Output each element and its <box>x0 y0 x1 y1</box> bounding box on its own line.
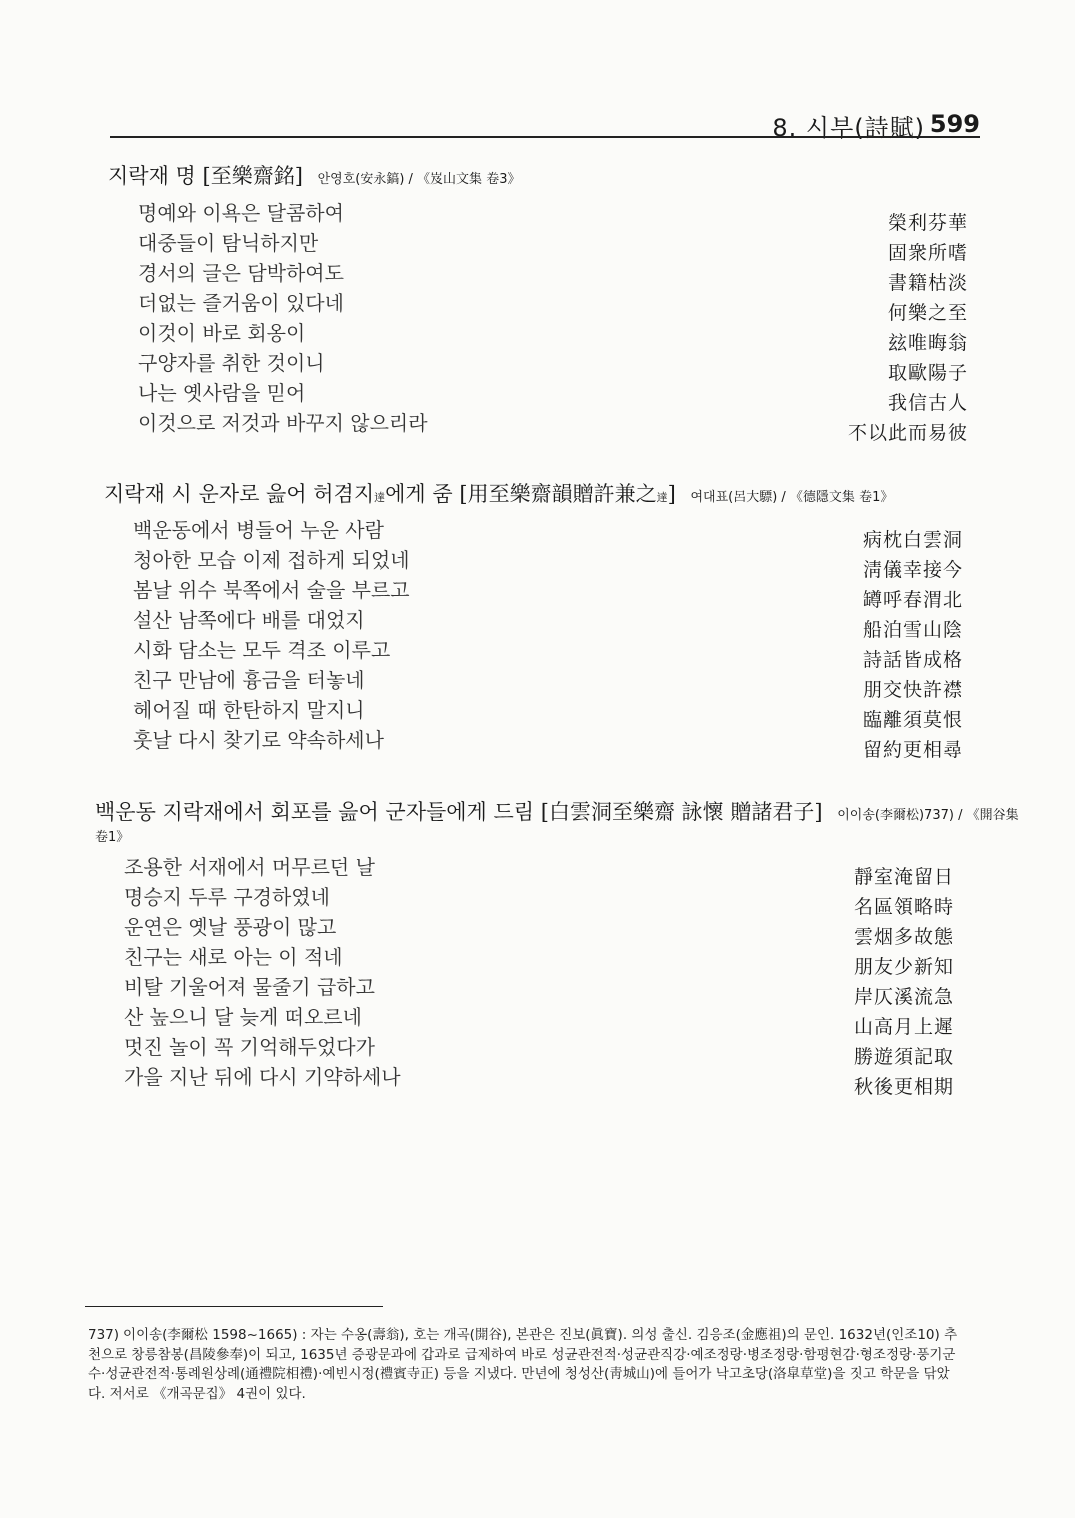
page-header <box>0 108 1075 142</box>
hanja-line: 臨離須莫恨 <box>862 709 963 731</box>
korean-line: 운연은 옛날 풍광이 많고 <box>124 915 337 939</box>
korean-line: 친구 만남에 흉금을 터놓네 <box>133 668 365 692</box>
footnote-rule <box>85 1306 383 1307</box>
korean-line: 구양자를 취한 것이니 <box>138 351 325 375</box>
korean-line: 헤어질 때 한탄하지 말지니 <box>133 698 365 722</box>
korean-line: 명승지 두루 구경하였네 <box>124 885 330 909</box>
section-3 <box>95 796 1019 845</box>
section-2-title-korean-end: 에게 줌 <box>385 482 453 506</box>
korean-line: 산 높으니 달 늦게 떠오르네 <box>124 1005 362 1029</box>
hanja-line: 山高月上遲 <box>853 1016 954 1038</box>
hanja-line: 名區領略時 <box>853 896 954 918</box>
korean-line: 이것으로 저것과 바꾸지 않으리라 <box>138 411 428 435</box>
footnote-number: 737) <box>88 1327 120 1343</box>
hanja-line: 留約更相尋 <box>862 739 963 761</box>
hanja-line: 榮利芬華 <box>887 212 968 234</box>
korean-line: 조용한 서재에서 머무르던 날 <box>124 855 375 879</box>
hanja-line: 船泊雪山陰 <box>862 619 963 641</box>
section-2-title-sub: 達 <box>374 491 386 504</box>
section-2-korean-lines <box>133 515 410 755</box>
section-2-hanja-lines <box>863 525 963 765</box>
section-3-title-korean: 백운동 지락재에서 회포를 읊어 군자들에게 드림 <box>95 800 535 824</box>
page-number: 599 <box>929 110 980 138</box>
hanja-line: 秋後更相期 <box>853 1076 954 1098</box>
hanja-line: 朋交快許襟 <box>862 679 963 701</box>
section-2-title <box>104 478 974 508</box>
hanja-line: 淸儀幸接今 <box>862 559 963 581</box>
korean-line: 명예와 이욕은 달콤하여 <box>138 201 344 225</box>
hanja-line: 詩話皆成格 <box>862 649 963 671</box>
korean-line: 이것이 바로 회옹이 <box>138 321 306 345</box>
section-2-title-hanja: [用至樂齋韻贈許兼之 <box>459 482 657 506</box>
korean-line: 청아한 모습 이제 접하게 되었네 <box>133 548 410 572</box>
korean-line: 경서의 글은 담박하여도 <box>138 261 344 285</box>
hanja-line: 病枕白雲洞 <box>862 529 963 551</box>
hanja-line: 固衆所嗜 <box>887 242 968 264</box>
korean-line: 비탈 기울어져 물줄기 급하고 <box>124 975 375 999</box>
hanja-line: 雲烟多故態 <box>853 926 954 948</box>
korean-line: 더없는 즐거움이 있다네 <box>138 291 344 315</box>
hanja-line: 岸仄溪流急 <box>853 986 954 1008</box>
korean-line: 훗날 다시 찾기로 약속하세나 <box>133 728 384 752</box>
chapter-title: 8. 시부(詩賦) <box>772 114 925 142</box>
section-1-author: 안영호(安永鎬) / 《岌山文集 卷3》 <box>317 172 521 187</box>
hanja-line: 罇呼春渭北 <box>862 589 963 611</box>
section-3-author-continued: 卷1》 <box>95 830 130 845</box>
section-1-title-hanja: [至樂齋銘] <box>202 164 303 188</box>
section-1-title <box>108 160 978 190</box>
section-3-title <box>95 796 1019 826</box>
hanja-line: 不以此而易彼 <box>847 422 968 444</box>
section-1-korean-lines <box>138 198 428 438</box>
hanja-line: 書籍枯淡 <box>887 272 968 294</box>
section-2-title-hanja-sub: 達 <box>656 491 668 504</box>
korean-line: 나는 옛사람을 믿어 <box>138 381 306 405</box>
hanja-line: 朋友少新知 <box>853 956 954 978</box>
section-3-hanja-lines <box>854 862 954 1102</box>
section-1 <box>108 160 978 190</box>
hanja-line: 取歐陽子 <box>887 362 968 384</box>
section-3-korean-lines <box>124 852 401 1092</box>
header-rule <box>110 136 980 138</box>
hanja-line: 勝遊須記取 <box>853 1046 954 1068</box>
section-2-author: 여대표(呂大驃) / 《德隱文集 卷1》 <box>690 490 894 505</box>
section-1-title-korean: 지락재 명 <box>108 164 196 188</box>
hanja-line: 玆唯晦翁 <box>887 332 968 354</box>
korean-line: 멋진 놀이 꼭 기억해두었다가 <box>124 1035 375 1059</box>
korean-line: 봄날 위수 북쪽에서 술을 부르고 <box>133 578 410 602</box>
korean-line: 가을 지난 뒤에 다시 기약하세나 <box>124 1065 401 1089</box>
korean-line: 시화 담소는 모두 격조 이루고 <box>133 638 391 662</box>
korean-line: 설산 남쪽에다 배를 대었지 <box>133 608 365 632</box>
hanja-line: 靜室淹留日 <box>853 866 954 888</box>
footnote <box>88 1326 958 1404</box>
section-2-title-hanja-end: ] <box>667 482 676 506</box>
korean-line: 친구는 새로 아는 이 적네 <box>124 945 343 969</box>
hanja-line: 何樂之至 <box>887 302 968 324</box>
section-2-title-korean: 지락재 시 운자로 읊어 허겸지 <box>104 482 375 506</box>
footnote-text: 이이송(李爾松 1598~1665) : 자는 수옹(壽翁), 호는 개곡(開谷), 본관은 진보(眞寶). 의성 출신. 김응조(金應祖)의 문인. 1632년(인조10) 추천으로 창릉참봉(昌陵參奉)이 되고, 1635년 증광문과에 갑과로 급제하여 바로 성균관전적·성균관직강·예조정랑·병조정랑·함평현감·형조정랑·풍기군수·성균관전적·통례원상례(通禮院相禮)·예빈시정(禮賓寺正) 등을 지냈다. 만년에 청성산(靑城山)에 들어가 낙고초당(洛皐草堂)을 짓고 학문을 닦았다. 저서로 《개곡문집》 4권이 있다. <box>88 1327 958 1402</box>
section-2 <box>104 478 974 508</box>
korean-line: 백운동에서 병들어 누운 사람 <box>133 518 384 542</box>
section-3-author: 이이송(李爾松)737) / 《開谷集 <box>837 808 1019 823</box>
korean-line: 대중들이 탐닉하지만 <box>138 231 319 255</box>
hanja-line: 我信古人 <box>887 392 968 414</box>
section-3-title-hanja: [白雲洞至樂齋 詠懷 贈諸君子] <box>540 800 823 824</box>
section-1-hanja-lines <box>848 208 968 448</box>
